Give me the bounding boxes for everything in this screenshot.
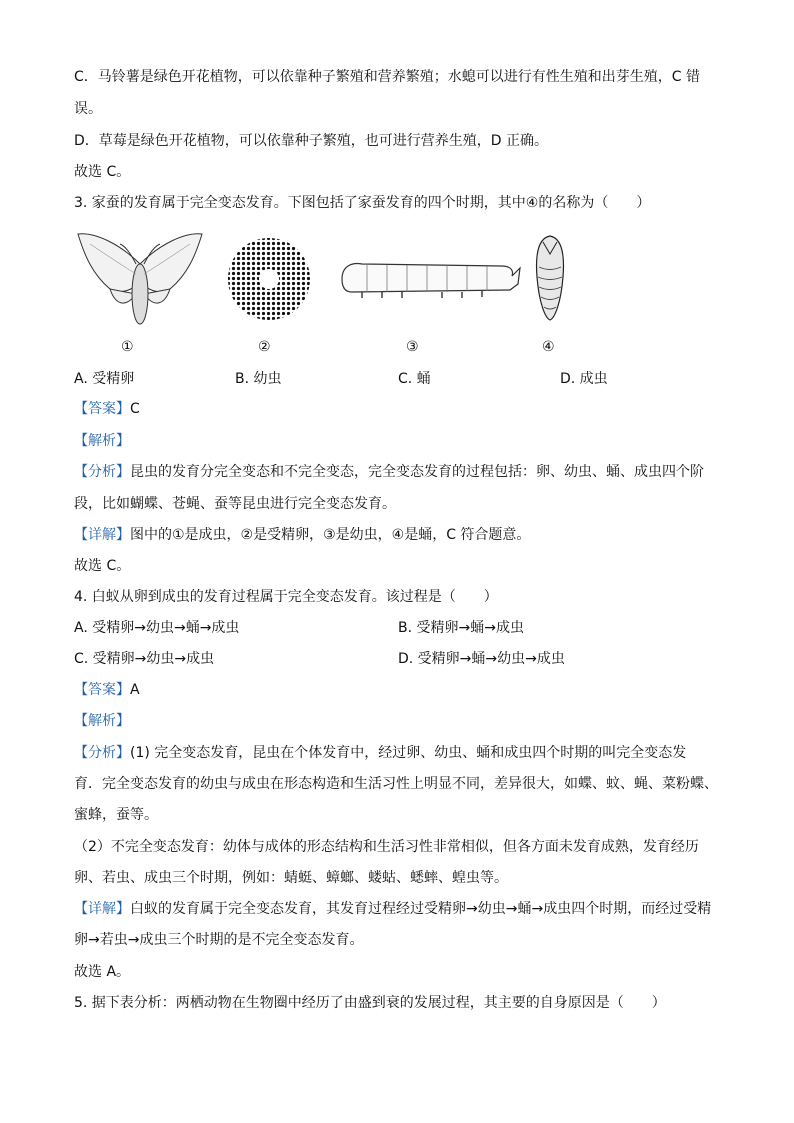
answer-value: A <box>130 682 140 698</box>
larva-illustration <box>332 254 522 304</box>
option-c: C. 受精卵→幼虫→成虫 <box>74 651 215 667</box>
xiangjie-tag: 【详解】 <box>74 527 130 543</box>
detail-line <box>74 525 530 545</box>
xiangjie-text: 图中的①是成虫，②是受精卵，③是幼虫，④是蛹，C 符合题意。 <box>130 527 531 543</box>
answer-tag: 【答案】 <box>74 401 130 417</box>
text-line: 卵、若虫、成虫三个时期，例如：蜻蜓、蟑螂、蝼蛄、蟋蟀、蝗虫等。 <box>74 870 508 886</box>
option-b: B. 幼虫 <box>235 371 282 387</box>
option-a: A. 受精卵 <box>74 371 135 387</box>
fenxi-tag: 【分析】 <box>74 745 130 761</box>
text-line: 育．完全变态发育的幼虫与成虫在形态构造和生活习性上明显不同，差异很大，如蝶、蚊、蝇、菜粉蝶、 <box>74 776 718 792</box>
text-line: 卵→若虫→成虫三个时期的是不完全变态发育。 <box>74 932 364 948</box>
option-a: A. 受精卵→幼虫→蛹→成虫 <box>74 620 240 636</box>
text-line: 故选 C。 <box>74 164 131 180</box>
option-c: C. 蛹 <box>398 371 431 387</box>
answer-value: C <box>130 401 140 417</box>
pupa-illustration <box>533 232 567 322</box>
text-line: D．草莓是绿色开花植物，可以依靠种子繁殖，也可进行营养生殖，D 正确。 <box>74 133 549 149</box>
option-d: D. 受精卵→蛹→幼虫→成虫 <box>398 651 565 667</box>
fenxi-text: 昆虫的发育分完全变态和不完全变态，完全变态发育的过程包括：卵、幼虫、蛹、成虫四个阶 <box>130 464 704 480</box>
fenxi-tag: 【分析】 <box>74 464 130 480</box>
text-line: C．马铃薯是绿色开花植物，可以依靠种子繁殖和营养繁殖；水螅可以进行有性生殖和出芽生殖，C 错 <box>74 69 700 85</box>
question-4: 4. 白蚁从卵到成虫的发育过程属于完全变态发育。该过程是（ ） <box>74 589 498 605</box>
xiangjie-text: 白蚁的发育属于完全变态发育，其发育过程经过受精卵→幼虫→蛹→成虫四个时期，而经过受精 <box>130 901 712 917</box>
option-d: D. 成虫 <box>560 371 608 387</box>
option-b: B. 受精卵→蛹→成虫 <box>398 620 524 636</box>
analysis-tag: 【解析】 <box>74 433 130 449</box>
fenxi-text: (1) 完全变态发育，昆虫在个体发育中，经过卵、幼虫、蛹和成虫四个时期的叫完全变态发 <box>130 745 687 761</box>
figure-label-2: ② <box>258 339 271 355</box>
eggs-illustration <box>226 236 312 322</box>
xiangjie-tag: 【详解】 <box>74 901 130 917</box>
text-line: 故选 A。 <box>74 964 131 980</box>
text-line: 段，比如蝴蝶、苍蝇、蚕等昆虫进行完全变态发育。 <box>74 496 396 512</box>
question-5: 5. 据下表分析：两栖动物在生物圈中经历了由盛到衰的发展过程，其主要的自身原因是（ ） <box>74 995 666 1011</box>
analysis-tag: 【解析】 <box>74 713 130 729</box>
answer-line <box>74 399 140 419</box>
figure-label-3: ③ <box>406 339 419 355</box>
text-line: 蜜蜂，蚕等。 <box>74 807 158 823</box>
detail-line <box>74 899 711 919</box>
text-line: （2）不完全变态发育：幼体与成体的形态结构和生活习性非常相似，但各方面未发育成熟，发育经历 <box>74 839 699 855</box>
analysis-line <box>74 462 704 482</box>
analysis-line <box>74 743 686 763</box>
answer-tag: 【答案】 <box>74 682 130 698</box>
text-line: 误。 <box>74 101 102 117</box>
text-line: 故选 C。 <box>74 558 131 574</box>
answer-line <box>74 680 140 700</box>
figure-label-1: ① <box>121 339 134 355</box>
question-3: 3. 家蚕的发育属于完全变态发育。下图包括了家蚕发育的四个时期，其中④的名称为（ ） <box>74 195 651 211</box>
moth-illustration <box>70 224 210 334</box>
figure-label-4: ④ <box>542 339 555 355</box>
